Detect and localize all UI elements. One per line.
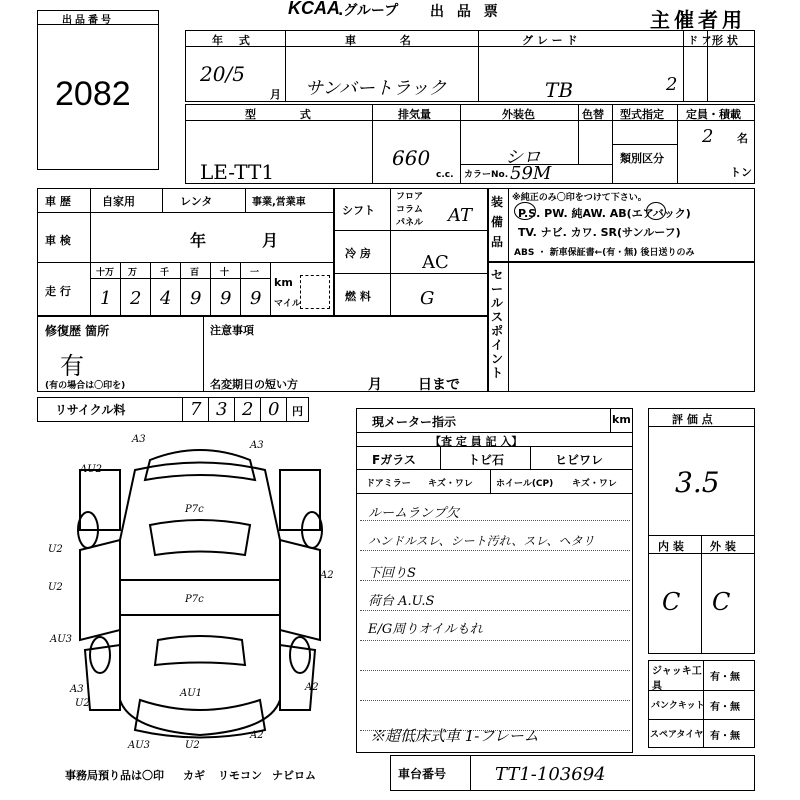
brand-group: .グループ — [338, 3, 399, 19]
office-item-navi-rom: ナビロム — [272, 769, 316, 782]
deadline-month: 月 — [368, 377, 382, 393]
diagram-panel-mark: P7c — [185, 594, 204, 605]
diagram-mark: U2 — [75, 698, 90, 709]
class-label: 類別区分 — [620, 152, 664, 165]
diagram-mark: AU3 — [128, 740, 151, 751]
history-option-private[interactable]: 自家用 — [102, 195, 135, 208]
repair-label: 修復歴 箇所 — [45, 324, 110, 338]
inspection-year: 年 — [190, 231, 207, 250]
wheel-label: ホイール(CP) — [496, 479, 554, 489]
equipment-line-2: TV. ナビ. カワ. SR(サンルーフ) — [518, 226, 681, 239]
color-number-label: カラーNo. — [464, 170, 509, 180]
mileage-label: 走 行 — [45, 285, 71, 298]
chassis-number-label: 車台番号 — [398, 767, 447, 781]
glass-option-chip[interactable]: トビ石 — [468, 453, 505, 467]
ps-circle — [514, 202, 536, 220]
wheel-value: キズ・ワレ — [572, 479, 617, 489]
diagram-mark: A3 — [250, 440, 264, 451]
diagram-mark: A2 — [320, 570, 334, 581]
diagram-mark: A2 — [305, 682, 319, 693]
notes-label: 注意事項 — [210, 324, 254, 337]
interior-grade: C — [662, 588, 681, 616]
puncture-kit-label: パンクキット — [651, 701, 705, 711]
diagram-mark: AU2 — [80, 464, 103, 475]
fuel-label: 燃 料 — [345, 290, 371, 303]
inspector-comment: ハンドルスレ、シート汚れ、スレ、ヘタリ — [368, 534, 595, 548]
rating-value: 3.5 — [675, 466, 720, 499]
equipment-label: 装備品 — [491, 195, 504, 249]
diagram-mark: U2 — [185, 740, 200, 751]
puncture-kit-value[interactable]: 有・無 — [710, 702, 740, 713]
mileage-digit: 1 — [100, 288, 112, 309]
repair-value: 有 — [60, 352, 84, 380]
office-item-remote: リモコン — [218, 769, 262, 782]
digit-header-10: 十 — [220, 268, 230, 278]
inspector-comment: ルームランプ欠 — [368, 506, 460, 521]
car-name-value: サンバートラック — [305, 78, 447, 99]
fuel-value: G — [420, 288, 435, 309]
meter-unit: km — [612, 413, 631, 426]
glass-option-crack[interactable]: ヒビワレ — [555, 453, 604, 467]
inspection-month: 月 — [262, 231, 279, 250]
diagram-panel-mark: P7c — [185, 504, 204, 515]
capacity-unit: 名 — [737, 132, 748, 145]
equipment-note: ※純正のみ〇印をつけて下さい。 — [512, 193, 647, 203]
load-unit: トン — [730, 166, 752, 179]
vehicle-damage-diagram — [40, 430, 360, 760]
inspector-comment: 荷台 A.U.S — [368, 594, 435, 609]
mileage-digit: 9 — [220, 288, 232, 309]
recycle-digit: 0 — [268, 399, 280, 420]
shift-value: AT — [448, 205, 473, 226]
inspector-footer-comment: ※超低床式車 1-フレーム — [370, 727, 539, 745]
history-option-rental[interactable]: レンタ — [180, 195, 213, 208]
digit-header-10k: 万 — [128, 268, 138, 278]
door-mirror-value: キズ・ワレ — [428, 479, 473, 489]
digit-header-1k: 千 — [160, 268, 170, 278]
inspector-comment: 下回りS — [368, 566, 416, 581]
shift-option-column[interactable]: コラム — [396, 205, 423, 215]
door-label: ド ア — [688, 36, 712, 47]
mileage-digit: 9 — [190, 288, 202, 309]
door-mirror-label: ドアミラー — [366, 479, 411, 489]
year-label: 年 式 — [212, 34, 256, 47]
inspection-label: 車 検 — [45, 234, 71, 247]
recycle-digit: 2 — [242, 399, 254, 420]
recycle-label: リサイクル料 — [55, 403, 126, 417]
km-mile-box — [300, 275, 330, 309]
shift-option-panel[interactable]: パネル — [396, 218, 424, 228]
organizer-copy: 主催者用 — [650, 8, 746, 32]
mileage-digit: 2 — [130, 288, 142, 309]
ac-label: 冷 房 — [345, 247, 371, 260]
digit-header-100k: 十万 — [96, 268, 115, 278]
door-value: 2 — [666, 74, 678, 95]
color-number-value: 59M — [510, 163, 552, 184]
mileage-digit: 9 — [250, 288, 262, 309]
repair-note: (有の場合は〇印を) — [45, 381, 126, 391]
diagram-mark: A2 — [250, 730, 264, 741]
office-item-key: カギ — [183, 769, 205, 782]
exterior-grade: C — [712, 588, 731, 616]
recycle-unit: 円 — [292, 405, 303, 418]
meter-label: 現メーター指示 — [372, 415, 457, 429]
km-label: km — [274, 276, 293, 289]
spare-tire-value[interactable]: 有・無 — [710, 731, 740, 742]
spare-tire-label: スペアタイヤ — [650, 730, 704, 740]
exterior-label: 外 装 — [710, 540, 736, 553]
cc-label: c.c. — [436, 170, 454, 180]
displacement-label: 排気量 — [398, 108, 431, 121]
capacity-label: 定員・積載 — [686, 108, 741, 121]
type-designation-label: 型式指定 — [620, 108, 664, 121]
deadline-day: 日まで — [418, 377, 460, 393]
diagram-mark: A3 — [132, 434, 146, 445]
shift-label: シフト — [342, 204, 375, 217]
inspector-title: 【査 定 員 記 入】 — [430, 435, 523, 448]
digit-header-1: 一 — [250, 268, 260, 278]
car-name-label: 車 名 — [345, 34, 411, 47]
exterior-color-value: シロ — [505, 147, 541, 168]
recycle-digit: 3 — [216, 399, 228, 420]
interior-label: 内 装 — [658, 540, 684, 553]
year-month-suffix: 月 — [270, 88, 281, 101]
equipment-line-1: P.S. PW. 純AW. AB(エアバック) — [518, 207, 691, 220]
capacity-value: 2 — [702, 126, 714, 147]
grade-value: TB — [545, 78, 574, 102]
inspector-comment: E/G周りオイルもれ — [368, 622, 483, 637]
color-change-label: 色替 — [582, 108, 604, 121]
lot-number-value: 2082 — [55, 75, 131, 113]
shift-option-floor[interactable]: フロア — [396, 192, 424, 202]
sales-point-block — [488, 262, 755, 392]
shape-label: 形 状 — [712, 34, 738, 47]
year-value: 20/5 — [200, 62, 245, 86]
grade-label: グ レ ー ド — [522, 34, 578, 47]
diagram-mark: U2 — [48, 544, 63, 555]
brand-logo: KCAA — [288, 0, 340, 18]
rating-label: 評 価 点 — [672, 413, 713, 426]
ab-circle — [646, 202, 666, 220]
model-value: LE-TT1 — [200, 160, 275, 184]
office-items-label: 事務局預り品は〇印 — [65, 769, 164, 782]
deadline-label: 名変期日の短い方 — [210, 378, 298, 391]
exterior-color-label: 外装色 — [502, 108, 535, 121]
digit-header-100: 百 — [190, 268, 200, 278]
history-label: 車 歴 — [45, 195, 71, 208]
equipment-line-3: ABS ・ 新車保証書←(有・無) 後日送りのみ — [514, 248, 695, 258]
mileage-digit: 4 — [160, 288, 172, 309]
diagram-mark: U2 — [48, 582, 63, 593]
mile-label: マイル — [274, 299, 301, 309]
jack-tool-label: ジャッキ工具 — [652, 666, 702, 692]
sales-point-label: セールスポイント — [491, 268, 504, 380]
ac-value: AC — [422, 252, 449, 273]
history-option-commercial[interactable]: 事業,営業車 — [252, 197, 306, 208]
front-glass-label: Fガラス — [372, 453, 416, 467]
diagram-mark: A3 — [70, 684, 84, 695]
sheet-title: 出 品 票 — [430, 4, 502, 20]
jack-tool-value[interactable]: 有・無 — [710, 672, 740, 683]
lot-number-label: 出品番号 — [62, 15, 114, 26]
displacement-value: 660 — [392, 146, 431, 170]
diagram-mark: AU3 — [50, 634, 73, 645]
diagram-mark: AU1 — [180, 688, 203, 699]
chassis-number-value: TT1-103694 — [495, 764, 606, 785]
recycle-digit: 7 — [190, 399, 202, 420]
model-label: 型 式 — [245, 108, 311, 121]
